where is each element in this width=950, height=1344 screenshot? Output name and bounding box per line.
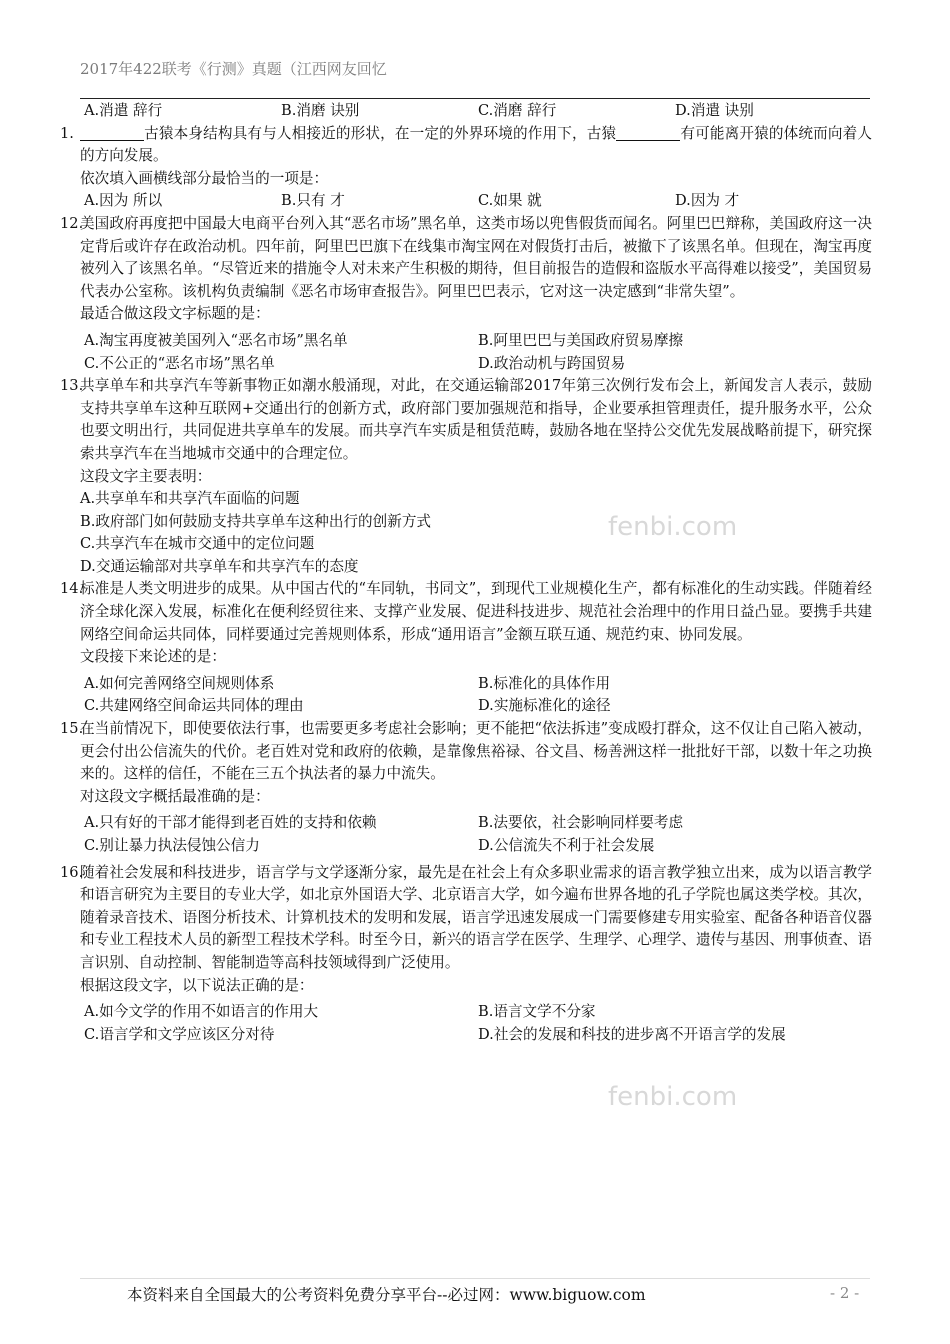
question-13: [60, 375, 872, 465]
question-prompt: 对这段文字概括最准确的是：: [80, 787, 270, 805]
question-prompt: 文段接下来论述的是：: [80, 648, 226, 666]
prev-question-options: [60, 100, 872, 123]
options: [60, 353, 872, 376]
option: B.阿里巴巴与美国政府贸易摩擦: [478, 331, 684, 349]
option: C.如果 就: [478, 192, 542, 210]
option: B.只有 才: [281, 192, 345, 210]
watermark: fenbi.com: [608, 512, 738, 542]
page-header: 2017年422联考《行测》真题（江西网友回忆: [80, 60, 387, 78]
option: A.共享单车和共享汽车面临的问题: [80, 490, 300, 508]
option: C.别让暴力执法侵蚀公信力: [84, 837, 260, 854]
option: D.因为 才: [675, 192, 740, 210]
answer-blank: [616, 126, 680, 141]
question-text: 古猿本身结构具有与人相接近的形状，在一定的外界环境的作用下，古猿 有可能离开猿的体统而向着人的方向发展。: [80, 124, 872, 165]
question-16: [60, 862, 872, 975]
option: C.语言学和文学应该区分对待: [84, 1025, 275, 1043]
question-prompt: 这段文字主要表明：: [80, 467, 212, 485]
question-prompt: 依次填入画横线部分最恰当的一项是：: [80, 169, 329, 187]
question-1: [60, 123, 872, 168]
header-divider: [80, 98, 870, 99]
option: A.消遣 辞行: [84, 102, 163, 119]
option: C.共享汽车在城市交通中的定位问题: [80, 535, 315, 553]
question-text: 随着社会发展和科技进步，语言学与文学逐渐分家，最先是在社会上有众多职业需求的语言教学独立出来，成为以语言教学和语言研究为主要目的专业大学，如北京外国语大学、北京语言大学，如今遍布世界各地的孔子学院也属这类学校。其次，随着录音技术、语图分析技术、计算机技术的发明和发展，语言学迅速发展成一门需要修建专用实验室、配备各种语音仪器和专业工程技术人员的新型工程技术学科。时至今日，新兴的语言学在医学、生理学、心理学、遗传与基因、刑事侦查、语言识别、自动控制、智能制造等高科技领域得到广泛使用。: [80, 863, 872, 971]
options: [60, 835, 872, 858]
option: A.因为 所以: [84, 192, 163, 210]
watermark: fenbi.com: [608, 1082, 738, 1112]
question-prompt: 根据这段文字，以下说法正确的是：: [80, 976, 314, 994]
question-number: 1.: [60, 124, 74, 142]
option: D.交通运输部对共享单车和共享汽车的态度: [80, 557, 359, 575]
option: D.社会的发展和科技的进步离不开语言学的发展: [478, 1025, 786, 1043]
question-15: [60, 718, 872, 786]
options: [60, 673, 872, 696]
option: B.标准化的具体作用: [478, 674, 611, 692]
question-number: 16.: [60, 863, 84, 881]
question-number: 15.: [60, 720, 84, 738]
question-number: 14.: [60, 580, 84, 598]
question-text: 共享单车和共享汽车等新事物正如潮水般涌现，对此，在交通运输部2017年第三次例行发布会上，新闻发言人表示，鼓励支持共享单车这种互联网+交通出行的创新方式，政府部门要加强规范和指导，企业要承担管理责任，提升服务水平，公众也要文明出行，共同促进共享单车的发展。而共享汽车实质是租赁范畴，鼓励各地在坚持公交优先发展战略前提下，研究探索共享汽车在当地城市交通中的合理定位。: [80, 377, 872, 462]
option: A.淘宝再度被美国列入“恶名市场”黑名单: [84, 331, 348, 349]
options: [60, 1024, 872, 1047]
answer-blank: [80, 126, 144, 141]
option: B.消磨 诀别: [281, 102, 360, 119]
option: B.语言文学不分家: [478, 1003, 596, 1021]
document-body: [60, 100, 872, 1046]
page-footer: 本资料来自全国最大的公考资料免费分享平台--必过网：www.biguow.com: [127, 1286, 646, 1304]
option: C.消磨 辞行: [478, 102, 557, 119]
question-prompt: 最适合做这段文字标题的是：: [80, 305, 270, 323]
question-14: [60, 578, 872, 646]
question-text: 美国政府再度把中国最大电商平台列入其“恶名市场”黑名单，这类市场以兜售假货而闻名。阿里巴巴辩称，美国政府这一决定背后或许存在政治动机。四年前，阿里巴巴旗下在线集市淘宝网在对假货打击后，被撤下了该黑名单。但现在，淘宝再度被列入了该黑名单。“尽管近来的措施令人对未来产生积极的期待，但目前报告的造假和盗版水平高得难以接受”，美国贸易代表办公室称。该机构负责编制《恶名市场审查报告》。阿里巴巴表示，它对这一决定感到“非常失望”。: [80, 214, 872, 300]
question-number: 12.: [60, 214, 84, 232]
option: B.政府部门如何鼓励支持共享单车这种出行的创新方式: [80, 512, 432, 530]
options: [60, 812, 872, 835]
option: A.如何完善网络空间规则体系: [84, 674, 275, 692]
question-text: 标准是人类文明进步的成果。从中国古代的“车同轨，书同文”，到现代工业规模化生产，都有标准化的生动实践。伴随着经济全球化深入发展，标准化在便利经贸往来、支撑产业发展、促进科技进步、规范社会治理中的作用日益凸显。要携手共建网络空间命运共同体，同样要通过完善规则体系，形成“通用语言”金额互联互通、规范约束、协同发展。: [80, 580, 872, 643]
question-12: [60, 213, 872, 303]
option: D.公信流失不利于社会发展: [478, 837, 655, 854]
options: [60, 330, 872, 353]
options: [60, 1001, 872, 1024]
option: A.如今文学的作用不如语言的作用大: [84, 1003, 319, 1021]
options: [60, 695, 872, 718]
option: C.不公正的“恶名市场”黑名单: [84, 354, 275, 372]
option: D.实施标准化的途径: [478, 697, 611, 715]
option: B.法要依，社会影响同样要考虑: [478, 814, 684, 832]
option: C.共建网络空间命运共同体的理由: [84, 697, 304, 715]
footer-divider: [80, 1278, 870, 1279]
option: D.政治动机与跨国贸易: [478, 354, 626, 372]
option: A.只有好的干部才能得到老百姓的支持和依赖: [84, 814, 377, 832]
option: D.消遣 诀别: [675, 102, 754, 119]
question-text: 在当前情况下，即使要依法行事，也需要更多考虑社会影响；更不能把“依法拆违”变成殴打群众，这不仅让自己陷入被动，更会付出公信流失的代价。老百姓对党和政府的依赖，是靠像焦裕禄、谷文昌、杨善洲这样一批批好干部，以数十年之功换来的。这样的信任，不能在三五个执法者的暴力中流失。: [80, 720, 872, 783]
page-number: - 2 -: [830, 1284, 860, 1302]
question-number: 13.: [60, 377, 84, 395]
options: [60, 190, 872, 213]
